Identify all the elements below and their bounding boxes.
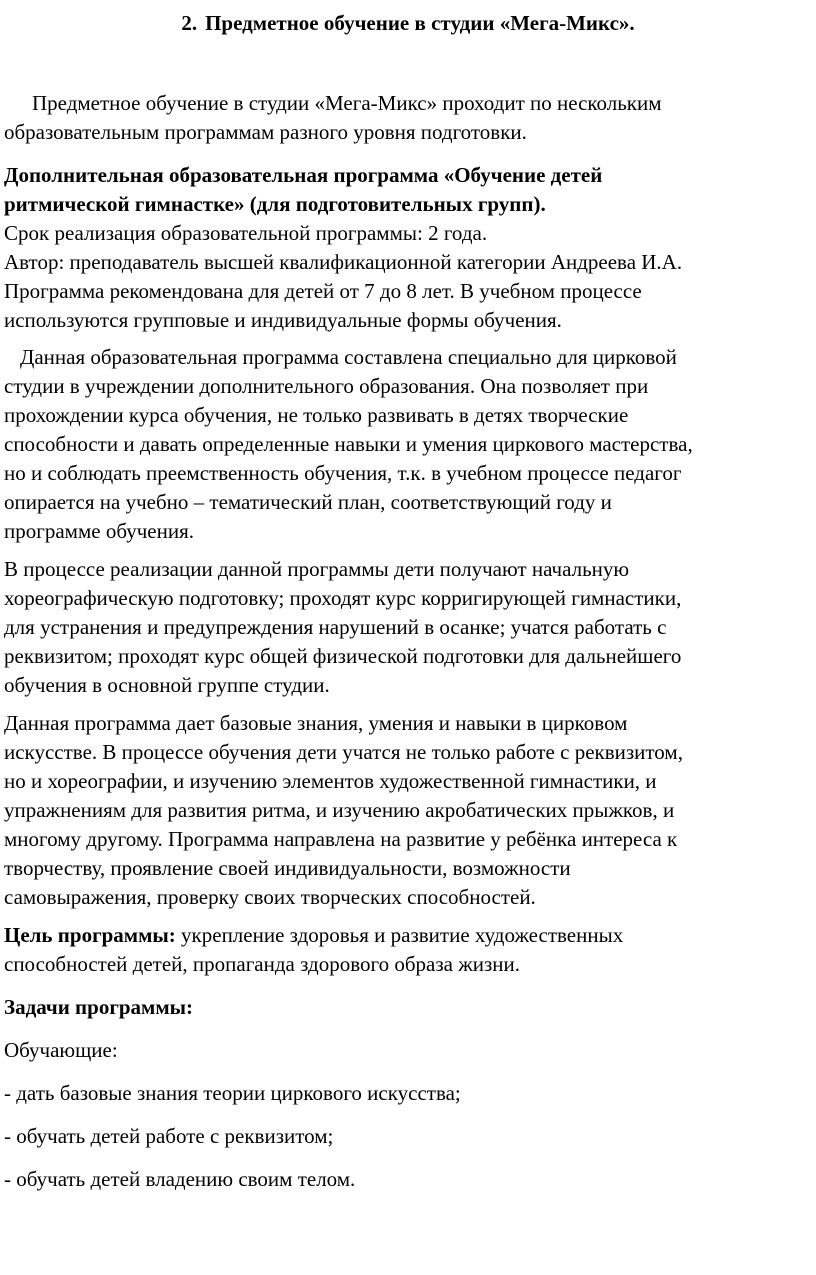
text-line: обучения в основной группе студии. bbox=[4, 673, 330, 697]
goal-text: укрепление здоровья и развитие художественных bbox=[175, 923, 624, 947]
text-line: искусстве. В процессе обучения дети учатся не только работе с реквизитом, bbox=[4, 740, 683, 764]
text-line: хореографическую подготовку; проходят курс корригирующей гимнастики, bbox=[4, 586, 682, 610]
text-line: В процессе реализации данной программы дети получают начальную bbox=[4, 557, 630, 581]
task-item: - дать базовые знания теории циркового искусства; bbox=[4, 1081, 461, 1105]
text-line: Предметное обучение в студии «Мега-Микс» проходит по нескольким bbox=[32, 91, 662, 115]
tasks-label: Задачи программы: bbox=[4, 995, 194, 1019]
text-line: опирается на учебно – тематический план, соответствующий году и bbox=[4, 490, 612, 514]
text-line: способности и давать определенные навыки и умения циркового мастерства, bbox=[4, 432, 693, 456]
document-body bbox=[4, 89, 812, 1194]
text-line: Срок реализация образовательной программы: 2 года. bbox=[4, 221, 488, 245]
text-line: для устранения и предупреждения нарушений в осанке; учатся работать с bbox=[4, 615, 667, 639]
text-line: упражнениям для развития ритма, и изучению акробатических прыжков, и bbox=[4, 798, 675, 822]
text-line: но и соблюдать преемственность обучения, т.к. в учебном процессе педагог bbox=[4, 461, 682, 485]
text-line: Автор: преподаватель высшей квалификационной категории Андреева И.А. bbox=[4, 250, 683, 274]
program-title-line: Дополнительная образовательная программа «Обучение детей bbox=[4, 163, 603, 187]
text-line: образовательным программам разного уровня подготовки. bbox=[4, 120, 527, 144]
section-title: Предметное обучение в студии «Мега-Микс». bbox=[205, 11, 635, 35]
text-line: творчеству, проявление своей индивидуальности, возможности bbox=[4, 856, 571, 880]
text-line: но и хореографии, и изучению элементов художественной гимнастики, и bbox=[4, 769, 657, 793]
text-line: программе обучения. bbox=[4, 519, 194, 543]
task-item: - обучать детей работе с реквизитом; bbox=[4, 1124, 334, 1148]
goal-label: Цель программы: bbox=[4, 923, 176, 947]
skills-paragraph bbox=[4, 709, 812, 912]
text-line: Программа рекомендована для детей от 7 до 8 лет. В учебном процессе bbox=[4, 279, 642, 303]
task-item: - обучать детей владению своим телом. bbox=[4, 1167, 356, 1191]
section-number: 2. bbox=[181, 11, 198, 35]
text-line: многому другому. Программа направлена на развитие у ребёнка интереса к bbox=[4, 827, 678, 851]
process-paragraph bbox=[4, 555, 812, 700]
program-title-line: ритмической гимнастке» (для подготовительных групп). bbox=[4, 192, 546, 216]
text-line: Данная образовательная программа составлена специально для цирковой bbox=[20, 345, 677, 369]
text-line: способностей детей, пропаганда здорового образа жизни. bbox=[4, 952, 520, 976]
text-line: самовыражения, проверку своих творческих способностей. bbox=[4, 885, 536, 909]
text-line: Данная программа дает базовые знания, умения и навыки в цирковом bbox=[4, 711, 628, 735]
text-line bbox=[4, 921, 812, 950]
intro-paragraph bbox=[4, 89, 812, 147]
text-line: студии в учреждении дополнительного образования. Она позволяет при bbox=[4, 374, 649, 398]
description-paragraph bbox=[4, 343, 812, 546]
text-line: используются групповые и индивидуальные формы обучения. bbox=[4, 308, 562, 332]
tasks-section bbox=[4, 993, 812, 1194]
goal-paragraph bbox=[4, 921, 812, 979]
program-block bbox=[4, 161, 812, 335]
text-line: прохождении курса обучения, не только развивать в детях творческие bbox=[4, 403, 629, 427]
tasks-subheading: Обучающие: bbox=[4, 1038, 118, 1062]
section-heading bbox=[0, 10, 816, 36]
text-line: реквизитом; проходят курс общей физической подготовки для дальнейшего bbox=[4, 644, 682, 668]
